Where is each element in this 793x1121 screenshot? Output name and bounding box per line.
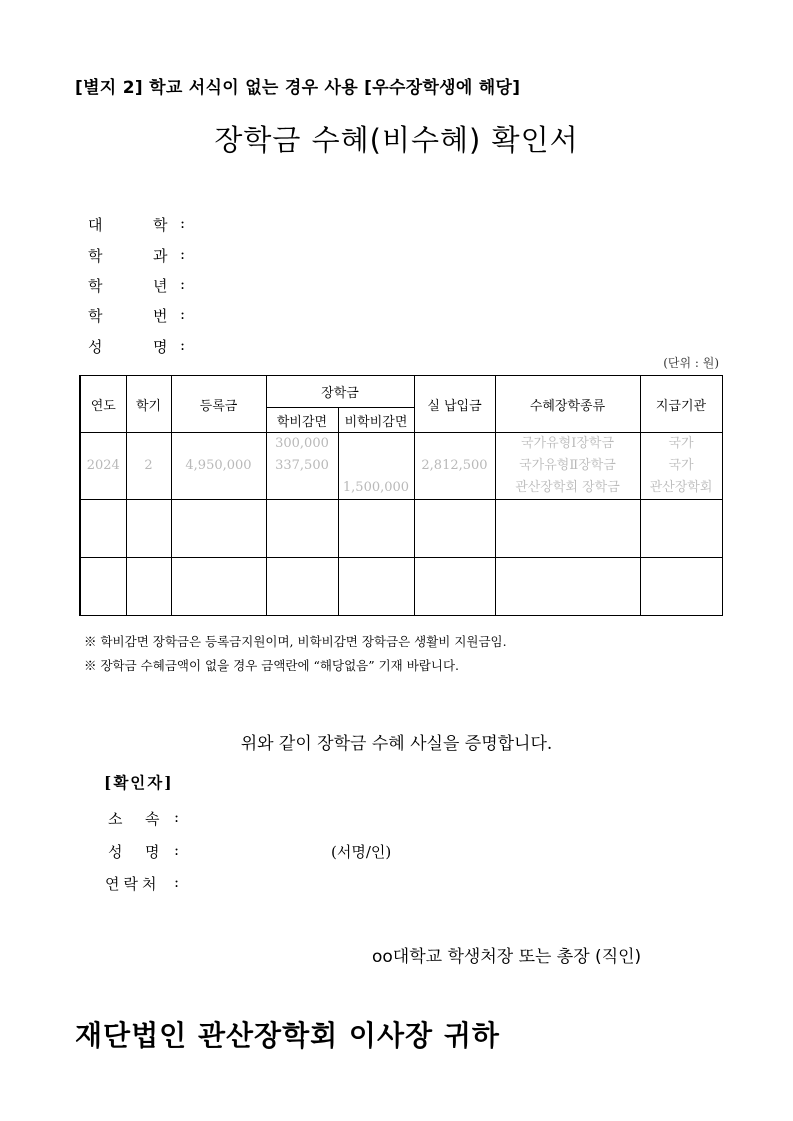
cell-tuition-reduction: 300,000 337,500 [266,433,338,500]
blank-cell[interactable] [126,558,171,616]
blank-cell[interactable] [414,500,495,558]
blank-cell[interactable] [266,500,338,558]
cell-scholarship-type: 국가유형Ⅰ장학금 국가유형Ⅱ장학금 관산장학회 장학금 [495,433,640,500]
document-title: 장학금 수혜(비수혜) 확인서 [214,123,579,157]
unit-label: (단위 : 원) [663,356,719,370]
recipient-line: 재단법인 관산장학회 이사장 귀하 [75,1019,500,1052]
header-scholarship-type: 수혜장학종류 [495,376,640,433]
blank-cell[interactable] [640,558,722,616]
blank-cell[interactable] [495,500,640,558]
scholarship-table [79,375,723,616]
table-row-example [80,433,722,500]
cell-tuition: 4,950,000 [171,433,266,500]
cell-net-paid: 2,812,500 [414,433,495,500]
blank-cell[interactable] [266,558,338,616]
header-tuition-reduction: 학비감면 [266,408,338,433]
cell-year: 2024 [80,433,126,500]
footnote-2: ※ 장학금 수혜금액이 없을 경우 금액란에 “해당없음” 기재 바랍니다. [84,658,459,673]
issuer-line: oo대학교 학생처장 또는 총장 (직인) [372,947,642,967]
footnote-1: ※ 학비감면 장학금은 등록금지원이며, 비학비감면 장학금은 생활비 지원금임. [84,634,507,649]
blank-cell[interactable] [80,500,126,558]
confirmer-heading: [확인자] [104,773,174,792]
form-attachment-note: [별지 2] 학교 서식이 없는 경우 사용 [우수장학생에 해당] [75,78,521,98]
header-tuition: 등록금 [171,376,266,433]
blank-cell[interactable] [338,558,414,616]
header-non-tuition-reduction: 비학비감면 [338,408,414,433]
blank-cell[interactable] [414,558,495,616]
signature-placeholder: (서명/인) [331,843,392,861]
header-semester: 학기 [126,376,171,433]
blank-cell[interactable] [640,500,722,558]
certification-statement: 위와 같이 장학금 수혜 사실을 증명합니다. [240,734,553,754]
blank-cell[interactable] [171,500,266,558]
header-scholarship: 장학금 [266,376,414,408]
cell-provider: 국가 국가 관산장학회 [640,433,722,500]
table-row-blank [80,500,722,558]
header-net-paid: 실 납입금 [414,376,495,433]
header-provider: 지급기관 [640,376,722,433]
blank-cell[interactable] [171,558,266,616]
blank-cell[interactable] [126,500,171,558]
table-row-blank [80,558,722,616]
blank-cell[interactable] [80,558,126,616]
cell-non-tuition-reduction: 1,500,000 [338,433,414,500]
blank-cell[interactable] [338,500,414,558]
cell-semester: 2 [126,433,171,500]
header-year: 연도 [80,376,126,433]
blank-cell[interactable] [495,558,640,616]
